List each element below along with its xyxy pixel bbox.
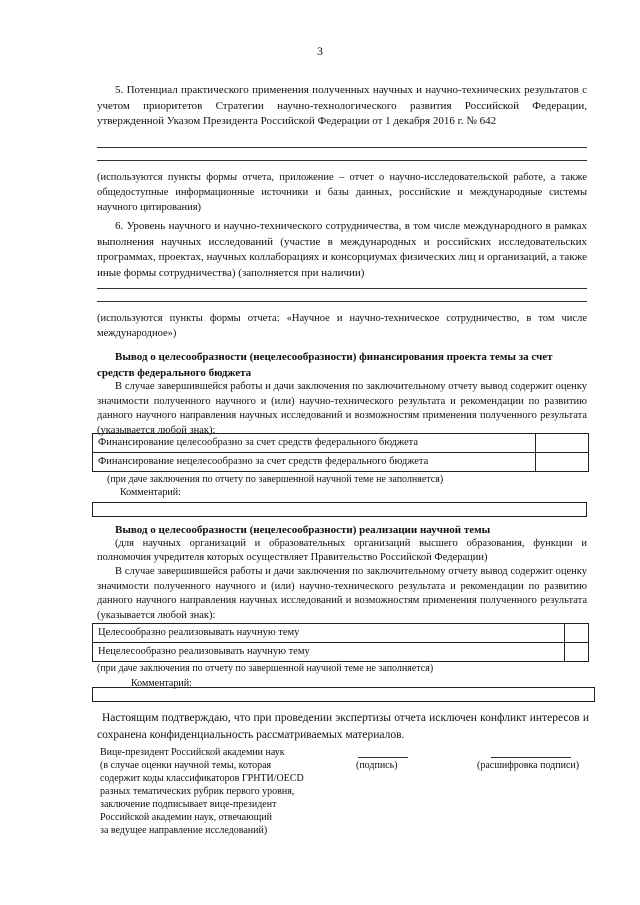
implementation-subnote: (для научных организаций и образовательных организаций высшего образования, функции и полномочия учредителя которых осуществляет Правительство Российской Федерации) xyxy=(97,538,587,563)
signature-role-line: Вице-президент Российской академии наук xyxy=(100,747,285,758)
implementation-heading: Вывод о целесообразности (нецелесообразности) реализации научной темы xyxy=(115,524,491,536)
signature-role xyxy=(100,746,340,837)
signature-decode-line[interactable] xyxy=(491,757,571,758)
section-5-answer-line-1[interactable] xyxy=(97,147,587,148)
section-6-answer-line-2[interactable] xyxy=(97,301,587,302)
signature-role-line: заключение подписывает вице-президент xyxy=(100,799,277,810)
implementation-comment-label: Комментарий: xyxy=(131,678,192,689)
implementation-intro: В случае завершившейся работы и дачи заключения по заключительному отчету вывод содержит оценку значимости полученного научного и (или) научно-технического результата и рекомендации по развитию данного научного направления научных исследований и возможностям применения полученного результата (указывается любой знак): xyxy=(97,566,587,621)
implementation-option-row xyxy=(93,643,588,661)
implementation-option-mark-cell[interactable] xyxy=(564,624,588,642)
funding-intro: В случае завершившейся работы и дачи заключения по заключительному отчету вывод содержит оценку значимости полученного научного и (или) научно-технического результата и рекомендации по развитию данного научного направления научных исследований и возможностям применения полученного результата (указывается любой знак): xyxy=(97,381,587,436)
implementation-option-label: Нецелесообразно реализовывать научную тему xyxy=(98,646,310,657)
funding-heading: Вывод о целесообразности (нецелесообразности) финансирования проекта темы за счет средств федерального бюджета xyxy=(97,351,553,379)
implementation-options-table xyxy=(92,623,589,662)
signature-role-line: (в случае оценки научной темы, которая xyxy=(100,760,272,771)
implementation-comment-box[interactable] xyxy=(92,687,595,702)
funding-options-table xyxy=(92,433,589,472)
funding-option-mark-cell[interactable] xyxy=(535,434,588,452)
page-number: 3 xyxy=(317,44,323,58)
funding-option-row xyxy=(93,453,588,471)
confirmation-text: Настоящим подтверждаю, что при проведении экспертизы отчета исключен конфликт интересов и сохранена конфиденциальность рассматриваемых материалов. xyxy=(97,712,589,741)
signature-role-line: содержит коды классификаторов ГРНТИ/OECD xyxy=(100,773,304,784)
signature-line[interactable] xyxy=(358,757,408,758)
section-6-note: (используются пункты формы отчета: «Научное и научно-техническое сотрудничество, в том числе международное») xyxy=(97,313,587,339)
funding-option-label: Финансирование нецелесообразно за счет средств федерального бюджета xyxy=(98,456,429,467)
section-5-text: 5. Потенциал практического применения полученных научных и научно-технических результатов с учетом приоритетов Стратегии научно-технологического развития Российской Федерации, утвержденной Указом Президента Российской Федерации от 1 декабря 2016 г. № 642 xyxy=(97,84,587,127)
signature-decode-caption: (расшифровка подписи) xyxy=(477,760,580,771)
signature-role-line: разных тематических рубрик первого уровня, xyxy=(100,786,295,797)
section-6-text: 6. Уровень научного и научно-технического сотрудничества, в том числе международного в рамках выполнения научных исследований (участие в международных и российских исследовательских программах, проектах, научных коллаборациях и консорциумах физических лиц и организаций, а также иные формы сотрудничества) (заполняется при наличии) xyxy=(97,220,587,279)
signature-role-line: за ведущее направление исследований) xyxy=(100,825,268,836)
section-5-note: (используются пункты формы отчета, приложение – отчет о научно-исследовательской работе, а также общедоступные информационные источники и базы данных, российские и международные системы научного цитирования) xyxy=(97,172,587,213)
funding-option-row xyxy=(93,434,588,453)
funding-comment-box[interactable] xyxy=(92,502,587,517)
funding-comment-label: Комментарий: xyxy=(120,487,181,498)
funding-option-mark-cell[interactable] xyxy=(535,453,588,471)
section-5-answer-line-2[interactable] xyxy=(97,160,587,161)
signature-role-line: Российской академии наук, отвечающий xyxy=(100,812,272,823)
funding-note: (при даче заключения по отчету по завершенной научной теме не заполняется) xyxy=(107,474,444,485)
implementation-option-mark-cell[interactable] xyxy=(564,643,588,661)
implementation-option-label: Целесообразно реализовывать научную тему xyxy=(98,627,300,638)
signature-caption: (подпись) xyxy=(356,760,398,771)
section-6-answer-line-1[interactable] xyxy=(97,288,587,289)
funding-option-label: Финансирование целесообразно за счет средств федерального бюджета xyxy=(98,437,419,448)
implementation-option-row xyxy=(93,624,588,643)
implementation-note: (при даче заключения по отчету по завершенной научной теме не заполняется) xyxy=(97,663,434,674)
